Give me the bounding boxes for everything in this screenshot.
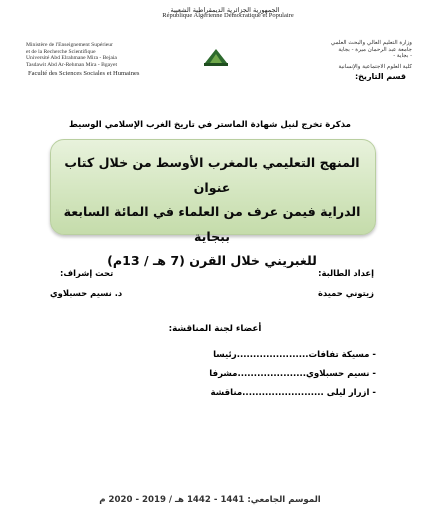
committee-member: - ازرار ليلى .........................مناقشة — [210, 388, 376, 398]
thesis-title-line: المنهج التعليمي بالمغرب الأوسط من خلال كتاب عنوان — [64, 155, 360, 195]
committee-member: - مسيكة تفافات......................رئيسا — [213, 350, 376, 360]
university-line: Tasdawit Abd Ar-Rehman Mira - Bgayet — [26, 61, 117, 68]
ministry-line: Ministère de l'Enseignement Supérieur — [26, 42, 113, 48]
student-name: زيتوني حميدة — [317, 288, 374, 298]
ministry-block-ar — [272, 40, 412, 60]
ministry-block-fr — [26, 42, 186, 68]
committee-heading: أعضاء لجنة المناقشة: — [168, 324, 262, 334]
academic-year: الموسم الجامعي: 1441 - 1442 هـ / 2019 - 2020 م — [99, 495, 321, 505]
supervisor-name: د. نسيم حسبلاوي — [50, 288, 123, 298]
committee-member: - نسيم حسبلاوي.....................مشرفا — [209, 369, 376, 379]
faculty-name-ar: كلية العلوم الاجتماعية والإنسانية — [338, 64, 412, 70]
department-label: قسم التاريخ: — [354, 72, 406, 81]
university-logo — [201, 47, 231, 69]
university-line-ar: جامعة عبد الرحمان ميرة - بجاية — [338, 46, 412, 53]
supervisor-label: تحت إشراف: — [60, 268, 114, 278]
university-line: Université Abd Elrahmane Mira - Bejaia — [26, 55, 117, 62]
republic-title-ar: الجمهورية الجزائرية الديمقراطية الشعبية — [170, 6, 280, 14]
republic-title-fr: République Algérienne Démocratique et Populaire — [162, 12, 294, 19]
thesis-title — [56, 151, 368, 274]
ministry-line-ar: وزارة التعليم العالي والبحث العلمي — [330, 40, 412, 46]
faculty-name-fr: Faculté des Sciences Sociales et Humaines — [28, 70, 140, 77]
memo-subtitle: مذكرة تخرج لنيل شهادة الماستر في تاريخ الغرب الإسلامي الوسيط — [68, 120, 351, 130]
university-line-ar: - بجاية - — [393, 53, 412, 60]
ministry-line: et de la Recherche Scientifique — [26, 48, 96, 55]
thesis-title-line: للغبريني خلال القرن (7 هـ / 13م) — [107, 253, 317, 268]
thesis-title-line: الدراية فيمن عرف من العلماء في المائة السابعة ببجاية — [63, 204, 361, 244]
student-label: إعداد الطالبة: — [318, 268, 374, 278]
